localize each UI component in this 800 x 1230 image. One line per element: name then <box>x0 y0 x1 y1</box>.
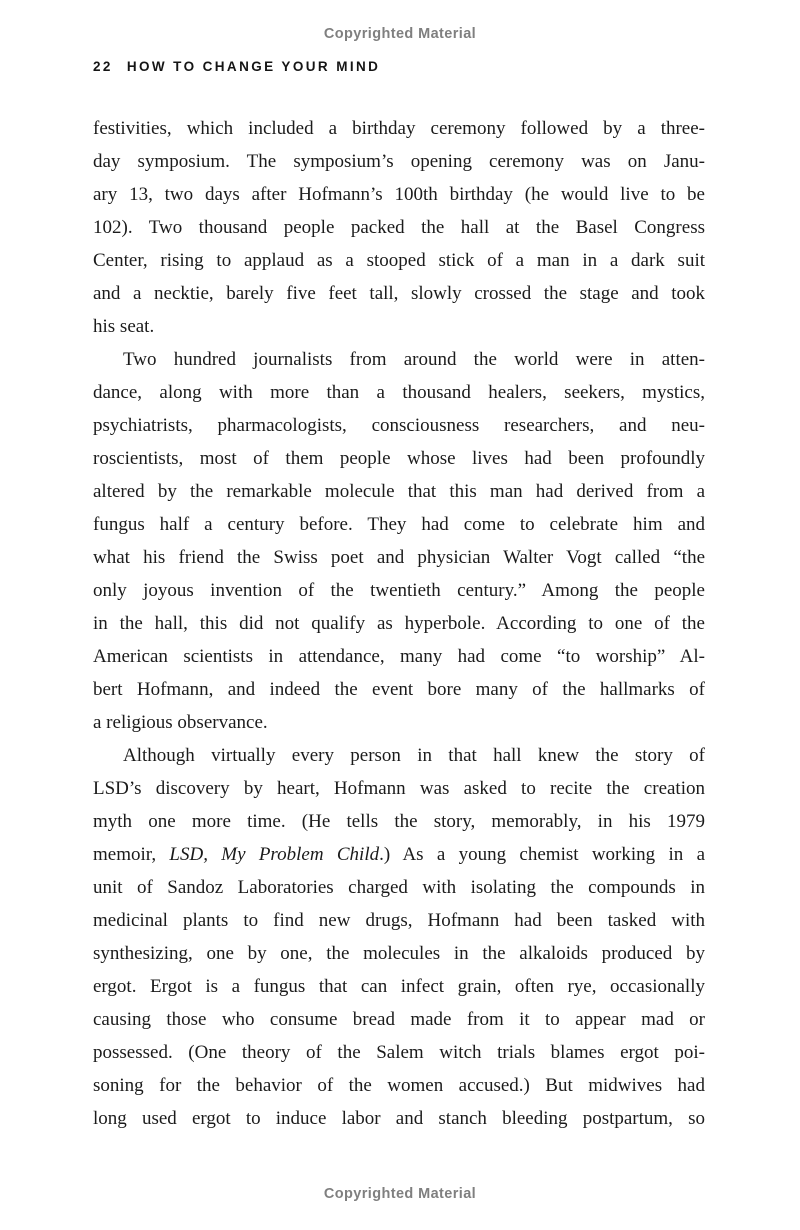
body-line-segment: psychiatrists, pharmacologists, consciousness researchers, and neu- <box>93 415 705 436</box>
body-line-segment: and a necktie, barely five feet tall, slowly crossed the stage and took <box>93 283 705 304</box>
body-line <box>93 1003 705 1036</box>
body-line-segment: LSD’s discovery by heart, Hofmann was asked to recite the creation <box>93 778 705 799</box>
body-line <box>93 541 705 574</box>
body-line-segment: fungus half a century before. They had come to celebrate him and <box>93 514 705 535</box>
body-line <box>93 112 705 145</box>
body-line <box>93 739 705 772</box>
body-line-segment: a religious observance. <box>93 712 268 733</box>
body-line-segment: synthesizing, one by one, the molecules in the alkaloids produced by <box>93 943 705 964</box>
body-line <box>93 607 705 640</box>
body-line-segment: American scientists in attendance, many had come “to worship” Al- <box>93 646 705 667</box>
body-line-segment: his seat. <box>93 316 155 337</box>
body-line-segment: festivities, which included a birthday ceremony followed by a three- <box>93 118 705 139</box>
body-line-segment: day symposium. The symposium’s opening ceremony was on Janu- <box>93 151 705 172</box>
body-line-segment: medicinal plants to find new drugs, Hofmann had been tasked with <box>93 910 705 931</box>
body-line-segment: in the hall, this did not qualify as hyperbole. According to one of the <box>93 613 705 634</box>
body-line <box>93 937 705 970</box>
body-line <box>93 211 705 244</box>
body-line-segment: unit of Sandoz Laboratories charged with isolating the compounds in <box>93 877 705 898</box>
body-line-segment: bert Hofmann, and indeed the event bore many of the hallmarks of <box>93 679 705 700</box>
page-number: 22 <box>93 59 113 74</box>
body-line <box>93 442 705 475</box>
book-title: HOW TO CHANGE YOUR MIND <box>126 59 381 74</box>
body-line-segment: .) As a young chemist working in a <box>379 844 705 865</box>
body-line <box>93 772 705 805</box>
body-line <box>93 343 705 376</box>
body-line-segment: 102). Two thousand people packed the hall at the Basel Congress <box>93 217 705 238</box>
body-line <box>93 310 705 343</box>
body-line-segment-italic: LSD, My Problem Child <box>169 844 380 865</box>
body-line <box>93 178 705 211</box>
copyright-notice-top: Copyrighted Material <box>323 26 477 42</box>
body-line-segment: Center, rising to applaud as a stooped stick of a man in a dark suit <box>93 250 705 271</box>
body-line-segment: memoir, <box>93 844 170 865</box>
body-line <box>93 409 705 442</box>
body-line <box>93 244 705 277</box>
body-line-segment: only joyous invention of the twentieth century.” Among the people <box>93 580 705 601</box>
body-line <box>93 805 705 838</box>
body-line <box>93 1036 705 1069</box>
body-line <box>93 574 705 607</box>
body-line <box>93 1069 705 1102</box>
body-line-segment: possessed. (One theory of the Salem witch trials blames ergot poi- <box>93 1042 705 1063</box>
body-line <box>93 1102 705 1135</box>
body-line-segment: long used ergot to induce labor and stanch bleeding postpartum, so <box>93 1108 705 1129</box>
body-line-segment: ary 13, two days after Hofmann’s 100th birthday (he would live to be <box>93 184 705 205</box>
body-line <box>93 838 705 871</box>
body-line <box>93 508 705 541</box>
body-line-segment: ergot. Ergot is a fungus that can infect grain, often rye, occasionally <box>93 976 705 997</box>
body-text <box>93 112 705 1135</box>
body-line <box>93 871 705 904</box>
body-line <box>93 145 705 178</box>
body-line <box>93 904 705 937</box>
body-line-segment: roscientists, most of them people whose lives had been profoundly <box>93 448 705 469</box>
body-line-segment: what his friend the Swiss poet and physician Walter Vogt called “the <box>93 547 705 568</box>
body-line <box>93 277 705 310</box>
body-line-segment: causing those who consume bread made from it to appear mad or <box>93 1009 705 1030</box>
copyright-notice-bottom: Copyrighted Material <box>323 1186 477 1202</box>
body-line <box>93 970 705 1003</box>
body-line <box>93 475 705 508</box>
body-line-segment: soning for the behavior of the women accused.) But midwives had <box>93 1075 705 1096</box>
body-line-segment: dance, along with more than a thousand healers, seekers, mystics, <box>93 382 705 403</box>
body-line <box>93 673 705 706</box>
body-line <box>93 640 705 673</box>
running-header <box>93 59 380 74</box>
body-line-segment: Although virtually every person in that hall knew the story of <box>123 745 705 766</box>
body-line <box>93 706 705 739</box>
body-line-segment: myth one more time. (He tells the story, memorably, in his 1979 <box>93 811 705 832</box>
body-line <box>93 376 705 409</box>
body-line-segment: altered by the remarkable molecule that this man had derived from a <box>93 481 705 502</box>
body-line-segment: Two hundred journalists from around the world were in atten- <box>123 349 705 370</box>
